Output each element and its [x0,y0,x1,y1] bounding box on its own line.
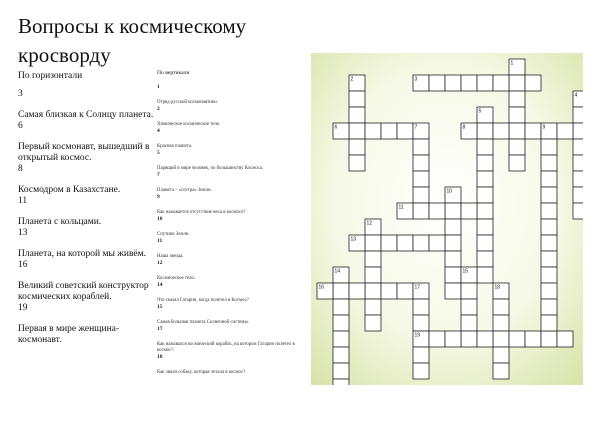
crossword-cell[interactable] [493,315,509,331]
crossword-cell[interactable] [541,235,557,251]
crossword-svg [311,53,583,385]
crossword-cell[interactable] [413,187,429,203]
crossword-cell[interactable] [573,107,583,123]
horizontal-clues [18,71,158,356]
crossword-cell[interactable] [541,299,557,315]
crossword-number: 3 [414,76,418,83]
crossword-cell[interactable] [413,171,429,187]
crossword-grid [311,53,583,390]
crossword-cell[interactable] [477,123,493,139]
crossword-cell[interactable] [429,75,445,91]
horizontal-clue [18,281,158,314]
crossword-cell[interactable] [477,235,493,251]
clue-text: Спутник Земли. [157,232,190,237]
crossword-cell[interactable] [333,331,349,347]
crossword-cell[interactable] [573,171,583,187]
crossword-cell[interactable] [445,219,461,235]
crossword-cell[interactable] [461,283,477,299]
vertical-clue [157,166,307,179]
crossword-cell[interactable] [413,363,429,379]
crossword-cell[interactable] [461,331,477,347]
crossword-number: 1 [510,60,514,67]
crossword-cell[interactable] [573,123,583,139]
clue-number: 12 [157,260,163,266]
crossword-cell[interactable] [573,187,583,203]
crossword-cell[interactable] [541,139,557,155]
crossword-number: 16 [318,284,325,291]
vertical-header: По вертикали [157,70,190,76]
crossword-cell[interactable] [397,235,413,251]
vertical-clue [157,298,307,311]
crossword-cell[interactable] [477,267,493,283]
crossword-cell[interactable] [381,283,397,299]
crossword-cell[interactable] [365,283,381,299]
clue-number: 1 [157,84,160,90]
vertical-clue [157,210,307,223]
crossword-cell[interactable] [509,123,525,139]
crossword-number: 17 [414,284,421,291]
crossword-cell[interactable] [365,299,381,315]
crossword-cell[interactable] [509,155,525,171]
crossword-cell[interactable] [413,235,429,251]
crossword-cell[interactable] [525,331,541,347]
crossword-number: 15 [462,268,469,275]
page-title: Вопросы к космическому кросворду [18,14,247,67]
crossword-cell[interactable] [381,123,397,139]
crossword-cell[interactable] [541,283,557,299]
horizontal-clue [18,185,158,207]
crossword-cell[interactable] [509,331,525,347]
crossword-cell[interactable] [573,139,583,155]
clue-number: 9 [157,194,160,200]
crossword-cell[interactable] [541,171,557,187]
crossword-cell[interactable] [509,139,525,155]
clue-text: Планета – «сестра» Земли. [157,188,212,193]
crossword-cell[interactable] [365,123,381,139]
clue-number: 19 [18,303,28,313]
crossword-cell[interactable] [349,283,365,299]
clue-number: 13 [18,228,28,238]
crossword-cell[interactable] [557,331,573,347]
crossword-cell[interactable] [445,203,461,219]
clue-number: 11 [18,196,28,206]
crossword-number: 18 [494,284,501,291]
vertical-clue [157,100,307,113]
crossword-cell[interactable] [349,107,365,123]
crossword-cell[interactable] [493,331,509,347]
clue-number: 3 [18,89,23,99]
crossword-cell[interactable] [445,267,461,283]
horizontal-header: По горизонтали [18,71,83,81]
vertical-clue [157,342,307,361]
vertical-clue [157,144,307,157]
crossword-number: 19 [414,332,421,339]
crossword-cell[interactable] [477,331,493,347]
crossword-cell[interactable] [365,315,381,331]
vertical-clue [157,232,307,245]
crossword-cell[interactable] [349,91,365,107]
clue-number: 6 [18,121,23,131]
crossword-cell[interactable] [509,75,525,91]
crossword-cell[interactable] [461,203,477,219]
crossword-cell[interactable] [477,155,493,171]
crossword-cell[interactable] [429,331,445,347]
clue-number: 15 [157,304,163,310]
clue-text: Великий советский конструктор космических кораблей. [18,281,149,302]
crossword-cell[interactable] [541,315,557,331]
crossword-cell[interactable] [397,123,413,139]
crossword-number: 4 [574,92,578,99]
crossword-cell[interactable] [413,347,429,363]
clue-text: Наша звезда. [157,254,184,259]
crossword-cell[interactable] [461,315,477,331]
clue-text: Самая близкая к Солнцу планета. [18,110,154,120]
crossword-cell[interactable] [541,187,557,203]
vertical-clue [157,188,307,201]
clue-number: 5 [157,150,160,156]
crossword-cell[interactable] [413,139,429,155]
clue-number: 2 [157,106,160,112]
crossword-cell[interactable] [573,203,583,219]
crossword-cell[interactable] [477,251,493,267]
clue-text: Первый космонавт, вышедший в открытый космос. [18,142,150,163]
clue-number: 4 [157,128,160,134]
clue-text: Самая большая планета Солнечной системы. [157,320,249,325]
crossword-cell[interactable] [349,139,365,155]
crossword-cell[interactable] [333,283,349,299]
crossword-cell[interactable] [573,155,583,171]
crossword-cell[interactable] [461,299,477,315]
vertical-clue [157,254,307,267]
clue-text: Парящий в мире человек, по большинству Космоса. [157,166,264,171]
crossword-cell[interactable] [461,75,477,91]
crossword-cell[interactable] [525,75,541,91]
crossword-cell[interactable] [541,219,557,235]
crossword-number: 7 [414,124,418,131]
crossword-cell[interactable] [493,123,509,139]
horizontal-clue [18,217,158,239]
crossword-cell[interactable] [413,315,429,331]
clue-text: Космодром в Казахстане. [18,185,121,195]
clue-text: Красная планета. [157,144,193,149]
clue-text: Планета с кольцами. [18,217,102,227]
crossword-number: 9 [542,124,546,131]
horizontal-clue [18,324,158,346]
crossword-cell[interactable] [413,203,429,219]
clue-number: 14 [157,282,163,288]
crossword-cell[interactable] [493,299,509,315]
crossword-cell[interactable] [557,123,573,139]
crossword-number: 14 [334,268,341,275]
crossword-cell[interactable] [381,235,397,251]
crossword-number: 11 [398,204,404,211]
horizontal-clue [18,142,158,175]
clue-text: Как назывался космический корабль, на котором Гагарин полетел в космос? [157,342,295,353]
crossword-cell[interactable] [477,139,493,155]
crossword-cell[interactable] [541,251,557,267]
crossword-number: 12 [366,220,373,227]
crossword-cell[interactable] [429,235,445,251]
vertical-clue [157,320,307,333]
crossword-number: 8 [462,124,466,131]
crossword-cell[interactable] [493,347,509,363]
crossword-cell[interactable] [413,299,429,315]
crossword-cell[interactable] [333,299,349,315]
crossword-cell[interactable] [477,75,493,91]
crossword-cell[interactable] [349,123,365,139]
crossword-cell[interactable] [509,107,525,123]
crossword-cell[interactable] [477,171,493,187]
clue-text: Химическое космическое тело. [157,122,221,127]
crossword-cell[interactable] [541,267,557,283]
clue-number: 11 [157,238,163,244]
crossword-cell[interactable] [477,219,493,235]
crossword-cell[interactable] [445,75,461,91]
crossword-cell[interactable] [333,379,349,385]
clue-text: Первая в мире женщина-космонавт. [18,324,120,345]
crossword-number: 13 [350,236,357,243]
crossword-number: 10 [446,188,453,195]
crossword-cell[interactable] [397,283,413,299]
crossword-cell[interactable] [525,123,541,139]
crossword-cell[interactable] [365,251,381,267]
crossword-number: 2 [350,76,354,83]
crossword-cell[interactable] [541,203,557,219]
clue-number: 10 [157,216,163,222]
crossword-cell[interactable] [493,363,509,379]
clue-text: Отряд русской космонавтики. [157,100,218,105]
clue-number: 18 [157,354,163,360]
crossword-cell[interactable] [493,75,509,91]
crossword-cell[interactable] [445,251,461,267]
horizontal-clue [18,110,158,132]
crossword-cell[interactable] [477,187,493,203]
crossword-cell[interactable] [333,363,349,379]
crossword-cell[interactable] [365,235,381,251]
crossword-cell[interactable] [445,235,461,251]
crossword-cell[interactable] [445,283,461,299]
clue-text: Как звали собаку, которая летала в космос? [157,370,246,375]
crossword-cell[interactable] [429,203,445,219]
crossword-cell[interactable] [541,155,557,171]
clue-text: Что сказал Гагарин, когда полетел в Космос? [157,298,249,303]
crossword-cell[interactable] [509,91,525,107]
clue-number: 17 [157,326,163,332]
clue-number: 16 [18,260,28,270]
clue-number: 8 [18,164,23,174]
horizontal-clue [18,249,158,271]
crossword-cell[interactable] [445,331,461,347]
crossword-cell[interactable] [477,203,493,219]
vertical-clue [157,122,307,135]
crossword-cell[interactable] [365,267,381,283]
crossword-cell[interactable] [333,347,349,363]
clue-text: Планета, на которой мы живём. [18,249,147,259]
vertical-clue [157,370,307,376]
vertical-clue [157,276,307,289]
crossword-cell[interactable] [413,155,429,171]
crossword-number: 5 [478,108,482,115]
clue-number: 7 [157,172,160,178]
crossword-number: 6 [334,124,338,131]
clue-text: Космическое тело. [157,276,196,281]
vertical-clues [157,70,307,376]
clue-text: Как называется отсутствие веса в космосе? [157,210,246,215]
crossword-cell[interactable] [541,331,557,347]
crossword-cell[interactable] [349,155,365,171]
crossword-cell[interactable] [333,315,349,331]
